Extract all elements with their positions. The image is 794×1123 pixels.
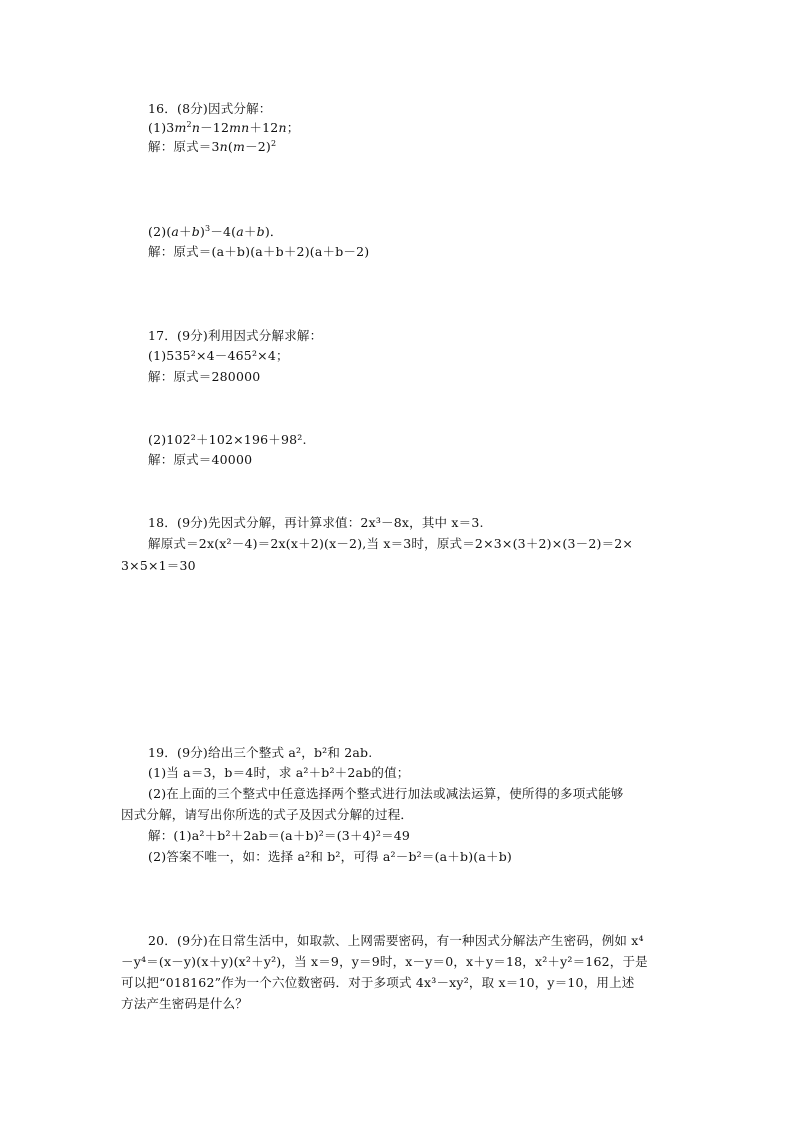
q16-part2-solution: 解：原式＝(a＋b)(a＋b＋2)(a＋b－2) <box>148 244 370 259</box>
q16-title: 16．(8分)因式分解： <box>148 101 272 116</box>
q18-solution-line1: 解原式＝2x(x²－4)＝2x(x＋2)(x－2),当 x＝3时，原式＝2×3×(3＋2)×(3－2)＝2× <box>148 536 634 551</box>
q20-line1: 20．(9分)在日常生活中，如取款、上网需要密码，有一种因式分解法产生密码，例如 x⁴ <box>148 933 644 948</box>
q17-part2-problem: (2)102²＋102×196＋98². <box>148 432 307 447</box>
q19-part2-problem-line2: 因式分解，请写出你所选的式子及因式分解的过程． <box>121 807 414 822</box>
q20-line3: 可以把“018162”作为一个六位数密码．对于多项式 4x³－xy²，取 x＝10，y＝10，用上述 <box>121 975 635 990</box>
q20-line2: －y⁴＝(x－y)(x＋y)(x²＋y²)，当 x＝9，y＝9时，x－y＝0，x＋y＝18，x²＋y²＝162，于是 <box>121 954 648 969</box>
q17-part1-solution: 解：原式＝280000 <box>148 369 261 384</box>
q19-part1-problem: (1)当 a＝3，b＝4时，求 a²＋b²＋2ab的值； <box>148 765 410 780</box>
q19-part1-solution: 解：(1)a²＋b²＋2ab＝(a＋b)²＝(3＋4)²＝49 <box>148 828 411 843</box>
q18-solution-line2: 3×5×1＝30 <box>121 558 196 573</box>
q18-title: 18．(9分)先因式分解，再计算求值：2x³－8x，其中 x＝3. <box>148 515 484 530</box>
q19-part2-problem-line1: (2)在上面的三个整式中任意选择两个整式进行加法或减法运算，使所得的多项式能够 <box>148 786 624 801</box>
q16-part1-problem: $(1)3m^2n-12mn+12n$； <box>148 120 300 135</box>
q17-part1-problem: (1)535²×4－465²×4； <box>148 348 289 363</box>
q19-part2-solution: (2)答案不唯一，如：选择 a²和 b²，可得 a²－b²＝(a＋b)(a＋b) <box>148 849 512 864</box>
q16-part1-solution: 解：原式$=3n(m-2)^2$ <box>148 139 277 154</box>
q17-title: 17．(9分)利用因式分解求解： <box>148 328 323 343</box>
q19-title: 19．(9分)给出三个整式 a²，b²和 2ab. <box>148 745 373 760</box>
q16-part2-problem: $(2)(a+b)^3-4(a+b)$． <box>148 224 283 239</box>
q20-line4: 方法产生密码是什么？ <box>121 996 249 1011</box>
q17-part2-solution: 解：原式＝40000 <box>148 452 253 467</box>
